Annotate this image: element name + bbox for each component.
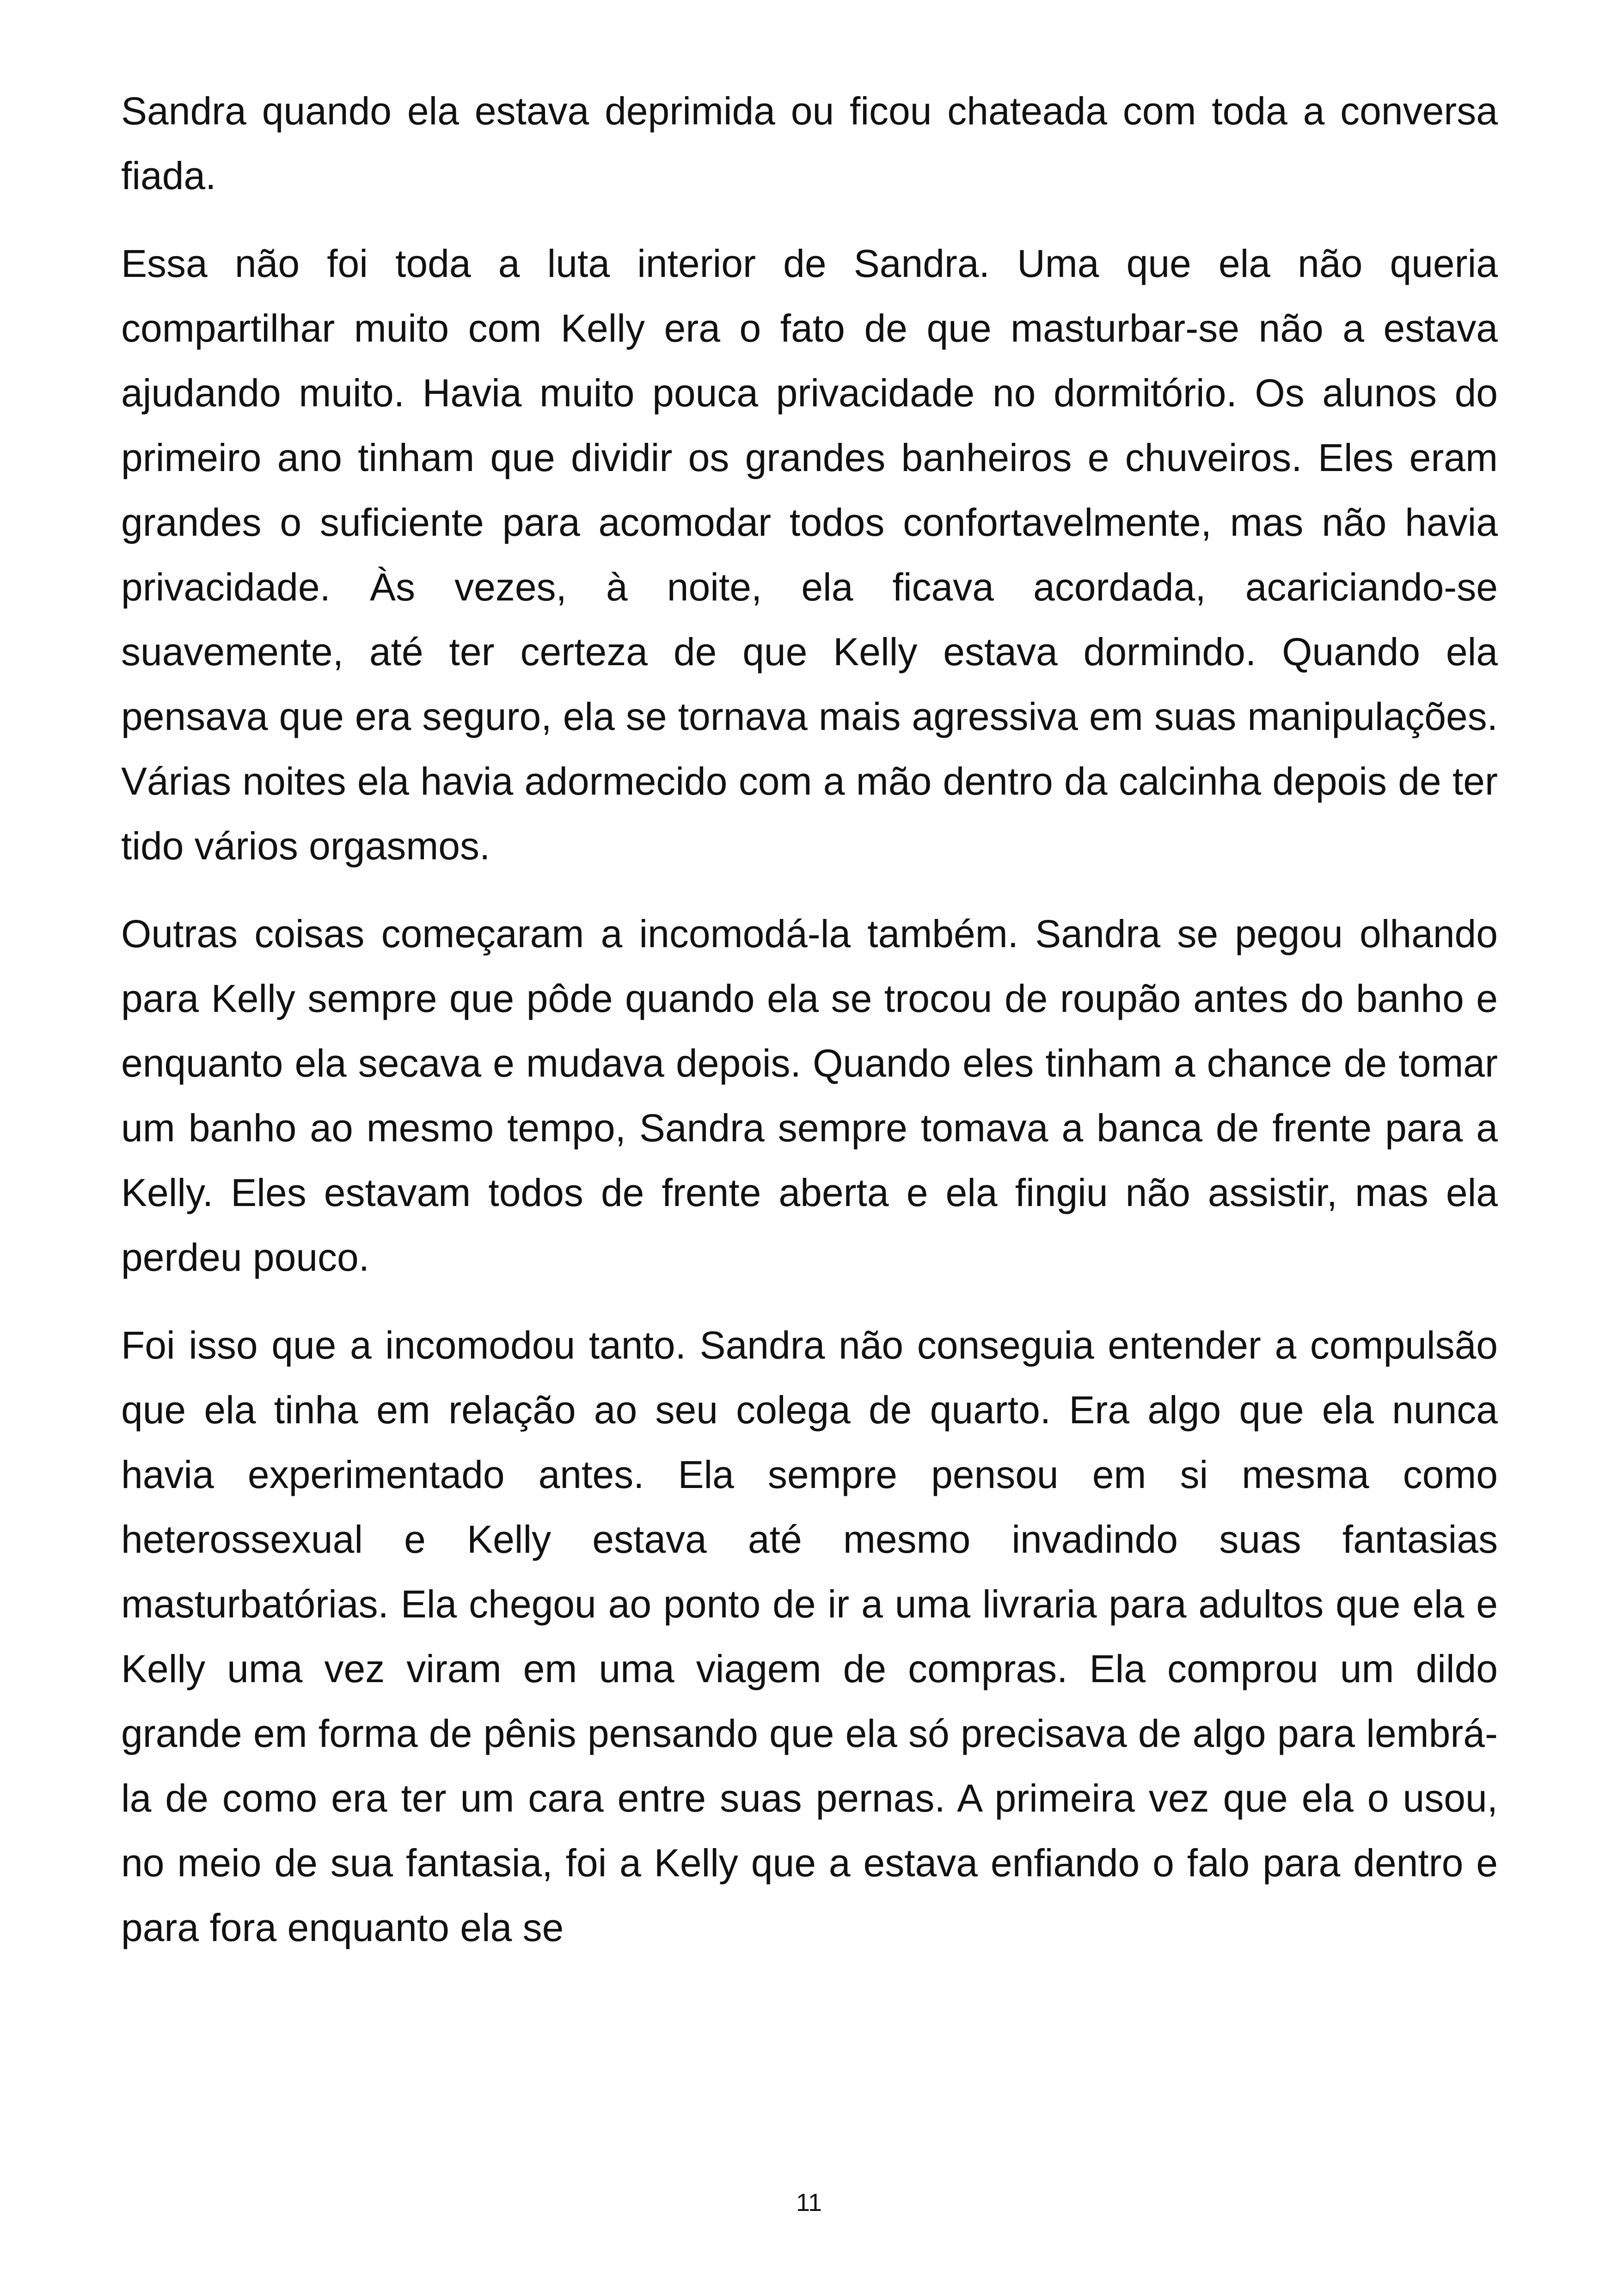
paragraph-1: Sandra quando ela estava deprimida ou ficou chateada com toda a conversa fiada. <box>121 89 1498 197</box>
paragraph-4: Foi isso que a incomodou tanto. Sandra não conseguia entender a compulsão que ela tinha em relação ao seu colega de quarto. Era algo que ela nunca havia experimentado antes. Ela sempre pensou em si mesma como heterossexual e Kelly estava até mesmo invadindo suas fantasias masturbatórias. Ela chegou ao ponto de ir a uma livraria para adultos que ela e Kelly uma vez viram em uma viagem de compras. Ela comprou um dildo grande em forma de pênis pensando que ela só precisava de algo para lembrá-la de como era ter um cara entre suas pernas. A primeira vez que ela o usou, no meio de sua fantasia, foi a Kelly que a estava enfiando o falo para dentro e para fora enquanto ela se <box>121 1323 1498 1949</box>
document-body <box>121 79 1498 1983</box>
page-number: 11 <box>796 2189 822 2216</box>
paragraph-2: Essa não foi toda a luta interior de Sandra. Uma que ela não queria compartilhar muito com Kelly era o fato de que masturbar-se não a estava ajudando muito. Havia muito pouca privacidade no dormitório. Os alunos do primeiro ano tinham que dividir os grandes banheiros e chuveiros. Eles eram grandes o suficiente para acomodar todos confortavelmente, mas não havia privacidade. Às vezes, à noite, ela ficava acordada, acariciando-se suavemente, até ter certeza de que Kelly estava dormindo. Quando ela pensava que era seguro, ela se tornava mais agressiva em suas manipulações. Várias noites ela havia adormecido com a mão dentro da calcinha depois de ter tido vários orgasmos. <box>121 242 1498 868</box>
paragraph-3: Outras coisas começaram a incomodá-la também. Sandra se pegou olhando para Kelly sempre que pôde quando ela se trocou de roupão antes do banho e enquanto ela secava e mudava depois. Quando eles tinham a chance de tomar um banho ao mesmo tempo, Sandra sempre tomava a banca de frente para a Kelly. Eles estavam todos de frente aberta e ela fingiu não assistir, mas ela perdeu pouco. <box>121 912 1498 1279</box>
